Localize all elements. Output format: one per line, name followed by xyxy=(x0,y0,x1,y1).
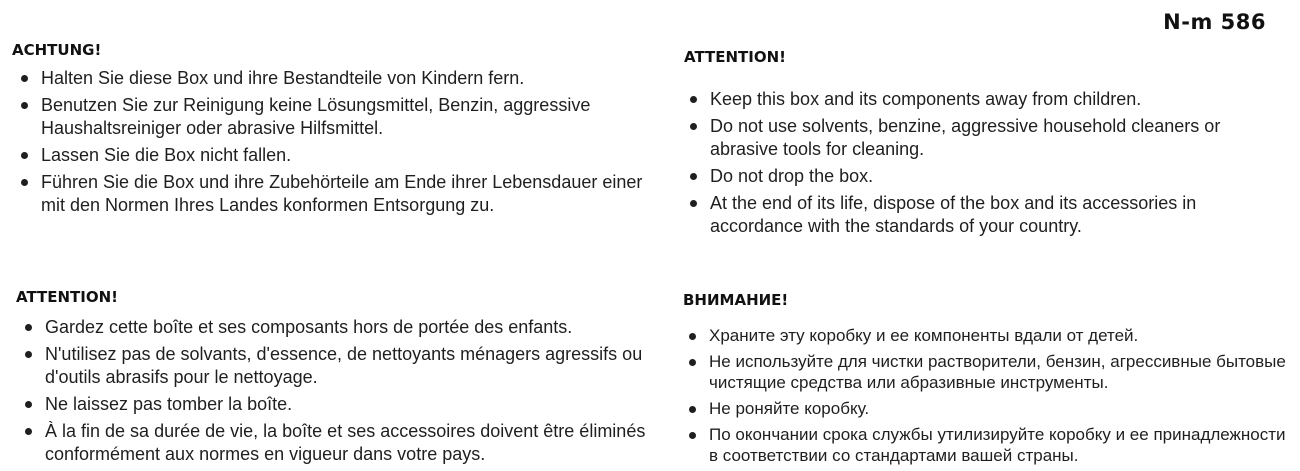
item-text: Gardez cette boîte et ses composants hors de portée des enfants. xyxy=(45,317,573,337)
item-text: N'utilisez pas de solvants, d'essence, de nettoyants ménagers agressifs ou d'outils abrasifs pour le nettoyage. xyxy=(45,344,643,387)
warning-list xyxy=(12,67,662,217)
bullet-icon xyxy=(690,123,697,130)
item-text: Не используйте для чистки растворители, бензин, агрессивные бытовые чистящие средства или абразивные инструменты. xyxy=(709,352,1286,392)
bullet-icon xyxy=(21,75,28,82)
warning-list xyxy=(16,316,666,466)
item-text: Не роняйте коробку. xyxy=(709,399,870,418)
bullet-icon xyxy=(690,96,697,103)
bullet-icon xyxy=(25,324,32,331)
item-text: Keep this box and its components away from children. xyxy=(710,89,1142,109)
bullet-icon xyxy=(25,401,32,408)
list-item xyxy=(15,67,662,90)
bullet-icon xyxy=(21,102,28,109)
warning-list xyxy=(683,325,1293,466)
list-item xyxy=(15,144,662,167)
list-item xyxy=(683,325,1293,346)
bullet-icon xyxy=(21,179,28,186)
bullet-icon xyxy=(689,359,696,366)
bullet-icon xyxy=(689,432,696,439)
list-item xyxy=(19,316,666,339)
item-text: Ne laissez pas tomber la boîte. xyxy=(45,394,293,414)
item-text: Benutzen Sie zur Reinigung keine Lösungsmittel, Benzin, aggressive Haushaltsreiniger oder abrasive Hilfsmittel. xyxy=(41,95,591,138)
section-heading: ACHTUNG! xyxy=(12,41,102,59)
bullet-icon xyxy=(690,200,697,207)
bullet-icon xyxy=(689,333,696,340)
section-german xyxy=(12,41,662,221)
bullet-icon xyxy=(689,406,696,413)
bullet-icon xyxy=(690,173,697,180)
bullet-icon xyxy=(21,152,28,159)
document-code: N-m 586 xyxy=(1163,10,1266,34)
section-english xyxy=(684,48,1284,242)
item-text: Do not drop the box. xyxy=(710,166,874,186)
item-text: À la fin de sa durée de vie, la boîte et ses accessoires doivent être éliminés conformément aux normes en vigueur dans votre pays. xyxy=(45,421,646,464)
section-heading: ATTENTION! xyxy=(16,288,119,306)
section-heading: ATTENTION! xyxy=(684,48,787,66)
list-item xyxy=(19,420,666,466)
list-item xyxy=(683,424,1293,466)
list-item xyxy=(684,192,1284,238)
list-item xyxy=(15,171,662,217)
bullet-icon xyxy=(25,351,32,358)
section-russian xyxy=(683,291,1293,471)
item-text: Halten Sie diese Box und ihre Bestandteile von Kindern fern. xyxy=(41,68,525,88)
warning-list xyxy=(684,88,1284,238)
item-text: По окончании срока службы утилизируйте коробку и ее принадлежности в соответствии со стандартами вашей страны. xyxy=(709,425,1286,465)
list-item xyxy=(683,351,1293,393)
list-item xyxy=(683,398,1293,419)
bullet-icon xyxy=(25,428,32,435)
item-text: Храните эту коробку и ее компоненты вдали от детей. xyxy=(709,326,1139,345)
item-text: Lassen Sie die Box nicht fallen. xyxy=(41,145,292,165)
list-item xyxy=(684,165,1284,188)
item-text: At the end of its life, dispose of the box and its accessories in accordance with the standards of your country. xyxy=(710,193,1197,236)
list-item xyxy=(684,115,1284,161)
item-text: Führen Sie die Box und ihre Zubehörteile am Ende ihrer Lebensdauer einer mit den Normen Ihres Landes konformen Entsorgung zu. xyxy=(41,172,643,215)
list-item xyxy=(19,343,666,389)
list-item xyxy=(684,88,1284,111)
list-item xyxy=(19,393,666,416)
section-heading: ВНИМАНИЕ! xyxy=(683,291,789,309)
item-text: Do not use solvents, benzine, aggressive household cleaners or abrasive tools for cleaning. xyxy=(710,116,1221,159)
list-item xyxy=(15,94,662,140)
section-french xyxy=(16,288,666,470)
